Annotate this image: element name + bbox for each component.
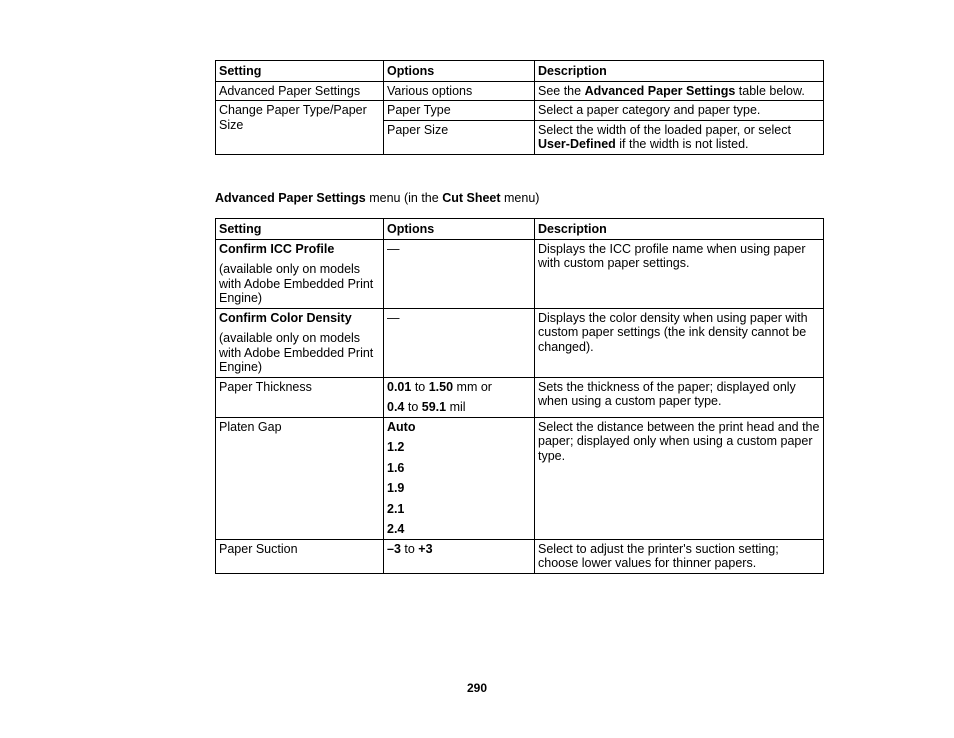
header-description: Description bbox=[535, 219, 824, 240]
range-min: 0.4 bbox=[387, 400, 405, 414]
setting-cell bbox=[216, 308, 384, 377]
advanced-paper-settings-table bbox=[215, 218, 824, 574]
range-unit: mm or bbox=[453, 379, 492, 394]
desc-text: See the bbox=[538, 83, 585, 98]
platen-option: 1.2 bbox=[387, 440, 405, 454]
header-options: Options bbox=[384, 219, 535, 240]
setting-cell bbox=[216, 239, 384, 308]
range-min: –3 bbox=[387, 541, 401, 556]
thickness-range-mil bbox=[387, 400, 531, 415]
description-cell bbox=[535, 81, 824, 101]
platen-option: 1.9 bbox=[387, 481, 405, 495]
setting-change-paper-type-size: Change Paper Type/Paper Size bbox=[216, 101, 384, 155]
availability-note: (available only on models with Adobe Embedded Print Engine) bbox=[219, 331, 374, 374]
option-dash: — bbox=[384, 239, 535, 308]
options-cell bbox=[384, 539, 535, 573]
range-max: 1.50 bbox=[428, 379, 454, 394]
header-options: Options bbox=[384, 61, 535, 82]
setting-paper-thickness: Paper Thickness bbox=[216, 377, 384, 417]
table-header-row bbox=[216, 219, 824, 240]
table-row bbox=[216, 417, 824, 539]
description-thickness: Sets the thickness of the paper; displayed only when using a custom paper type. bbox=[535, 377, 824, 417]
table-row bbox=[216, 377, 824, 417]
header-description: Description bbox=[535, 61, 824, 82]
caption-bold-cut-sheet: Cut Sheet bbox=[442, 191, 501, 205]
desc-text: table below. bbox=[735, 83, 805, 98]
description-suction: Select to adjust the printer's suction setting; choose lower values for thinner papers. bbox=[535, 539, 824, 573]
range-max: +3 bbox=[418, 541, 433, 556]
header-setting: Setting bbox=[216, 61, 384, 82]
table-caption bbox=[215, 191, 539, 206]
description-cell bbox=[535, 120, 824, 154]
header-setting: Setting bbox=[216, 219, 384, 240]
option-paper-size: Paper Size bbox=[384, 120, 535, 154]
description-density: Displays the color density when using paper with custom paper settings (the ink density cannot be changed). bbox=[535, 308, 824, 377]
description-paper-type: Select a paper category and paper type. bbox=[535, 101, 824, 121]
range-to: to bbox=[404, 400, 422, 414]
table-header-row bbox=[216, 61, 824, 82]
desc-text: if the width is not listed. bbox=[615, 137, 749, 151]
range-unit: mil bbox=[446, 400, 466, 414]
range-to: to bbox=[411, 379, 429, 394]
range-min: 0.01 bbox=[387, 379, 412, 394]
setting-confirm-icc-profile: Confirm ICC Profile bbox=[219, 241, 335, 256]
platen-option: 2.4 bbox=[387, 522, 405, 536]
option-various: Various options bbox=[384, 81, 535, 101]
setting-platen-gap: Platen Gap bbox=[216, 417, 384, 539]
option-dash: — bbox=[384, 308, 535, 377]
description-platen-gap: Select the distance between the print head and the paper; displayed only when using a custom paper type. bbox=[535, 417, 824, 539]
table-row bbox=[216, 101, 824, 121]
range-to: to bbox=[400, 541, 419, 556]
page-number: 290 bbox=[466, 681, 488, 695]
desc-text: Select the width of the loaded paper, or select bbox=[538, 122, 791, 137]
setting-paper-suction: Paper Suction bbox=[216, 539, 384, 573]
table-row bbox=[216, 81, 824, 101]
options-cell bbox=[384, 417, 535, 539]
thickness-range-mm bbox=[387, 380, 531, 395]
desc-ref-advanced-paper-settings: Advanced Paper Settings bbox=[584, 83, 736, 98]
caption-bold-menu: Advanced Paper Settings bbox=[215, 191, 366, 205]
range-max: 59.1 bbox=[421, 400, 447, 414]
platen-option: 2.1 bbox=[387, 501, 405, 516]
description-icc: Displays the ICC profile name when using paper with custom paper settings. bbox=[535, 239, 824, 308]
setting-advanced-paper-settings: Advanced Paper Settings bbox=[216, 81, 384, 101]
caption-text: menu) bbox=[500, 191, 540, 205]
platen-option: Auto bbox=[387, 419, 416, 434]
table-row bbox=[216, 539, 824, 573]
options-cell bbox=[384, 377, 535, 417]
table-row bbox=[216, 308, 824, 377]
caption-text: menu (in the bbox=[365, 191, 443, 205]
platen-option: 1.6 bbox=[387, 460, 405, 475]
option-paper-type: Paper Type bbox=[384, 101, 535, 121]
setting-confirm-color-density: Confirm Color Density bbox=[219, 310, 352, 325]
desc-ref-user-defined: User-Defined bbox=[538, 137, 616, 151]
paper-settings-table bbox=[215, 60, 824, 155]
table-row bbox=[216, 239, 824, 308]
availability-note: (available only on models with Adobe Embedded Print Engine) bbox=[219, 262, 374, 305]
